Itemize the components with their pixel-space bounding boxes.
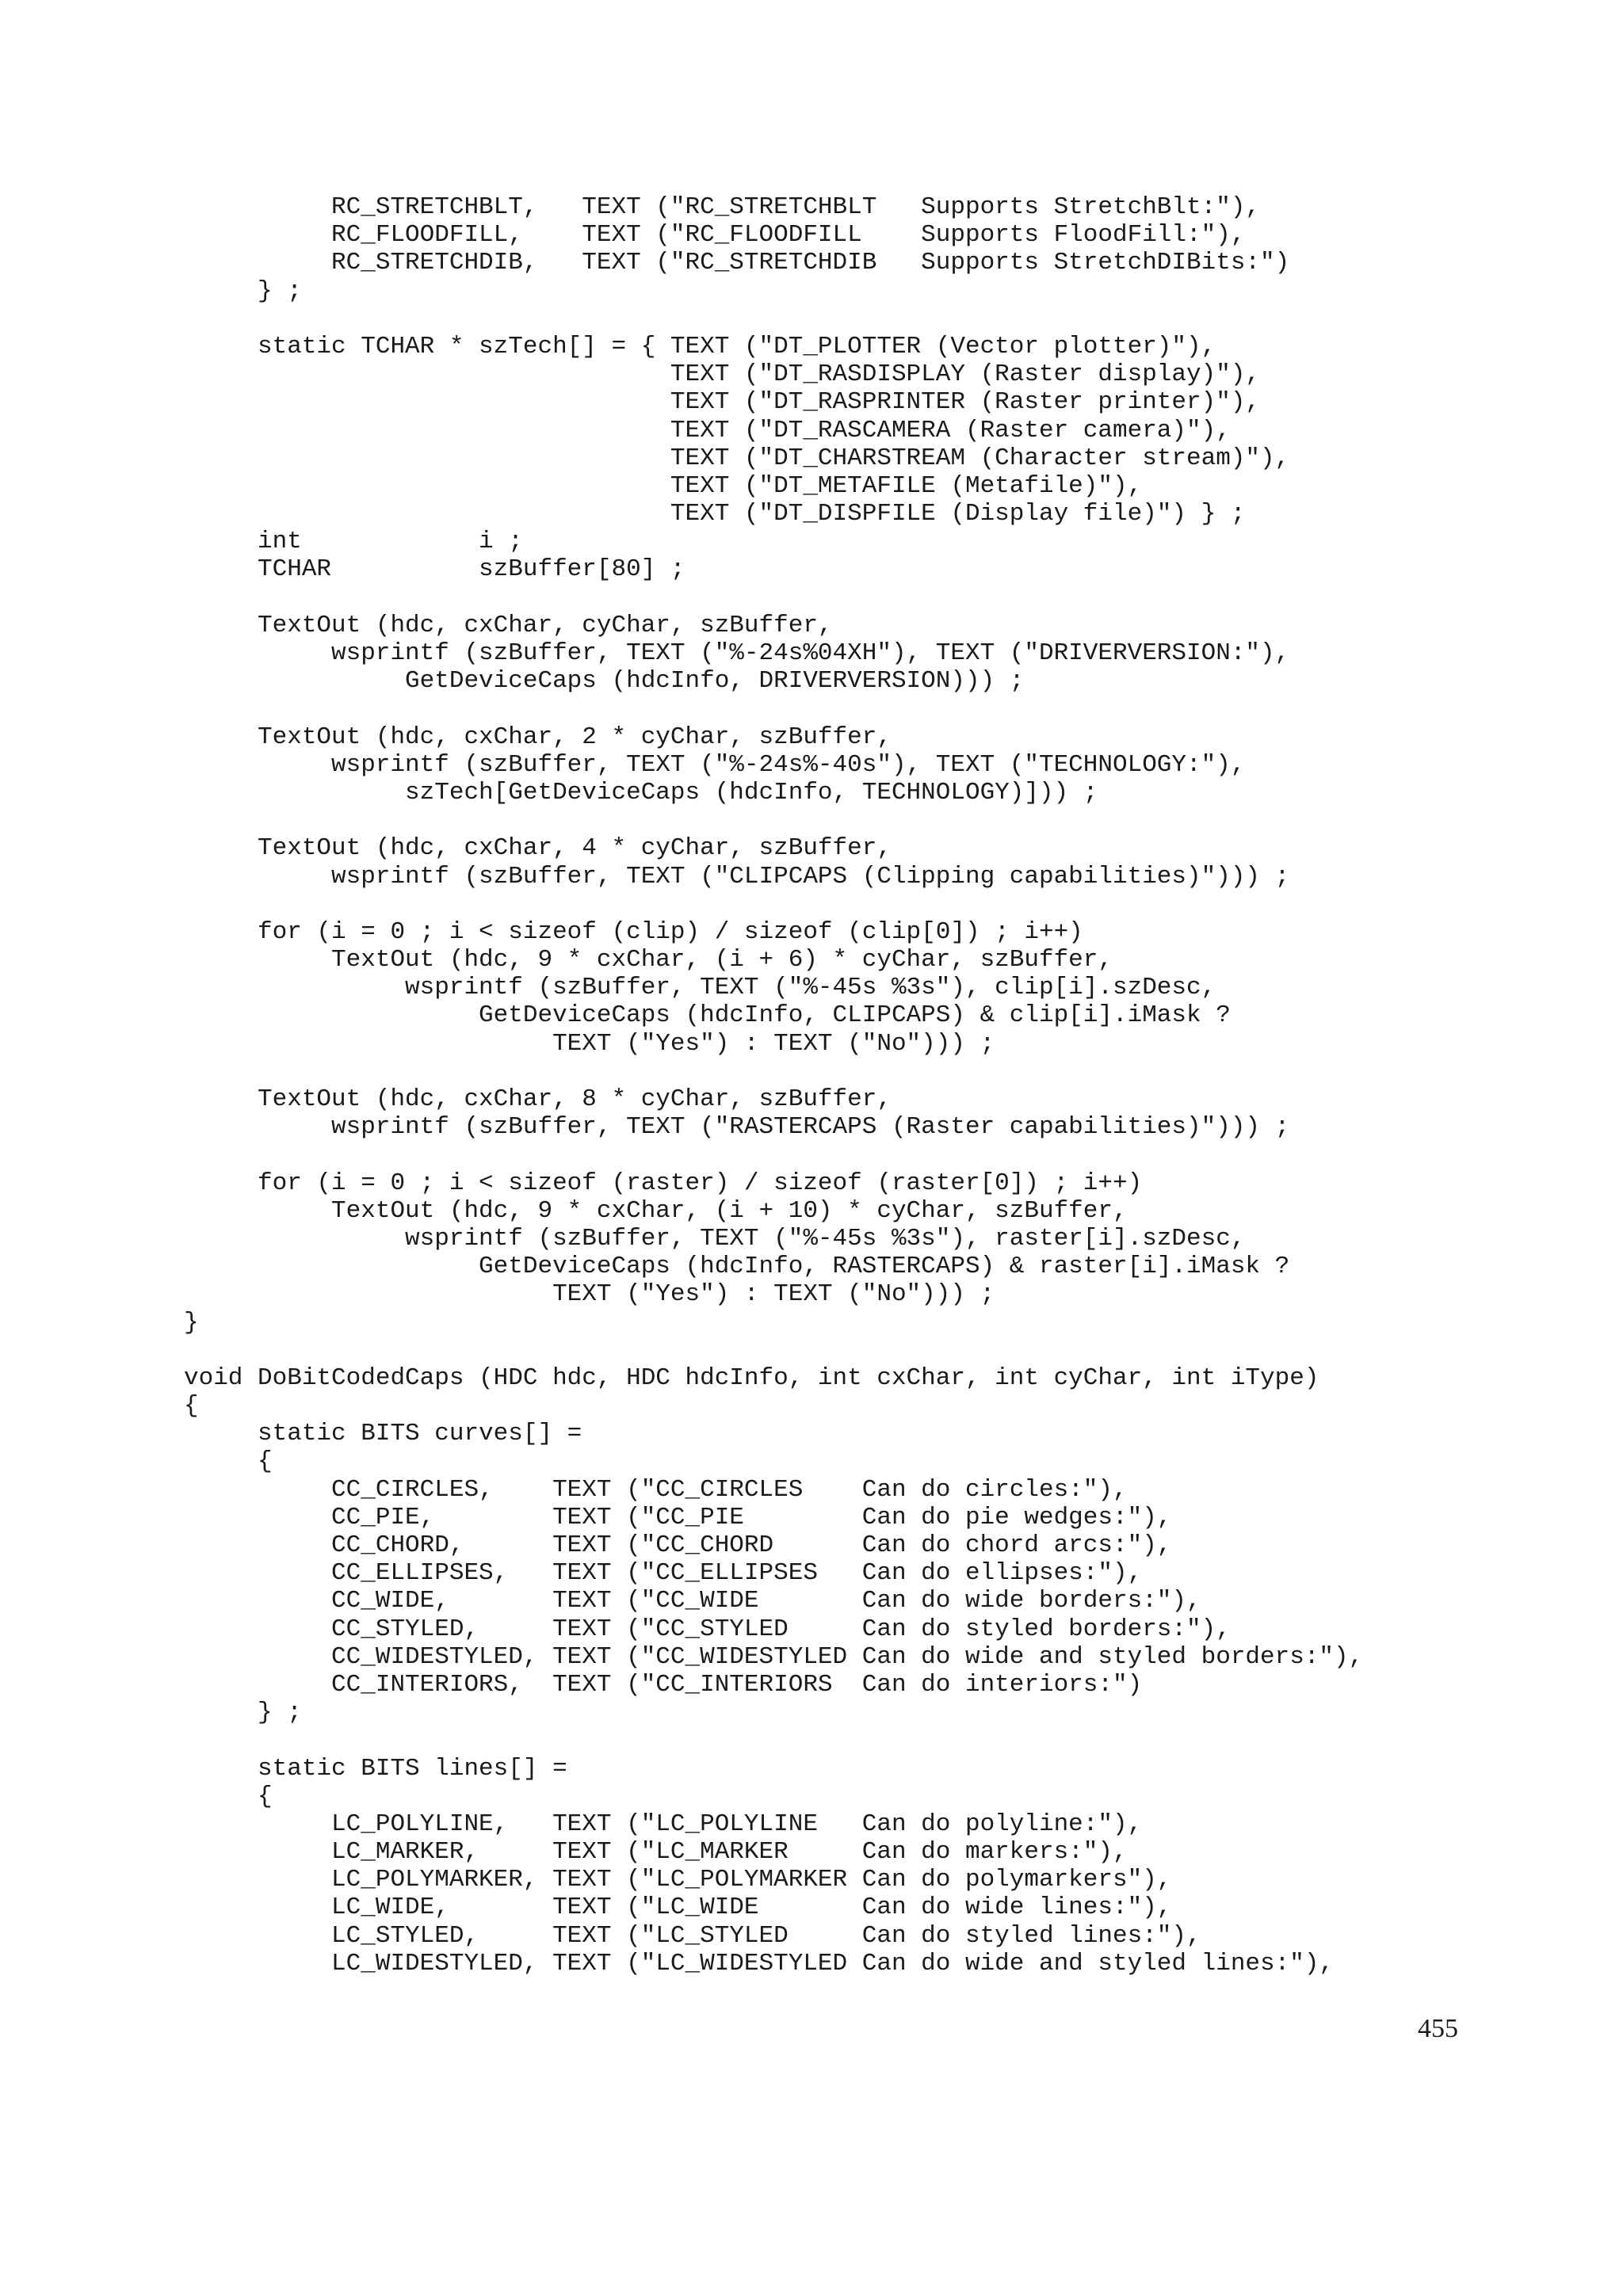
code-line: LC_WIDESTYLED, TEXT ("LC_WIDESTYLED Can do wide and styled lines:"), [184,1949,1335,1978]
code-line [184,695,1363,723]
code-line: GetDeviceCaps (hdcInfo, DRIVERVERSION))) ; [184,667,1025,696]
code-line: TEXT ("DT_RASCAMERA (Raster camera)"), [184,416,1231,444]
code-line [184,1337,1363,1364]
code-line: TextOut (hdc, 9 * cxChar, (i + 10) * cyChar, szBuffer, [184,1196,1128,1225]
code-line: TEXT ("DT_CHARSTREAM (Character stream)"), [184,444,1290,472]
code-line: LC_WIDE, TEXT ("LC_WIDE Can do wide lines:"), [184,1894,1172,1922]
code-line: wsprintf (szBuffer, TEXT ("%-24s%-40s"), TEXT ("TECHNOLOGY:"), [184,750,1246,779]
code-line: } [184,1308,199,1337]
code-line: RC_STRETCHDIB, TEXT ("RC_STRETCHDIB Supports StretchDIBits:") [184,249,1290,277]
code-line: LC_POLYLINE, TEXT ("LC_POLYLINE Can do polyline:"), [184,1810,1143,1838]
code-line: szTech[GetDeviceCaps (hdcInfo, TECHNOLOGY)])) ; [184,778,1098,807]
code-line: CC_CIRCLES, TEXT ("CC_CIRCLES Can do circles:"), [184,1475,1128,1504]
code-line: TextOut (hdc, cxChar, cyChar, szBuffer, [184,611,833,639]
code-line: TEXT ("DT_RASDISPLAY (Raster display)"), [184,360,1261,389]
code-line: static TCHAR * szTech[] = { TEXT ("DT_PLOTTER (Vector plotter)"), [184,332,1216,360]
code-line: wsprintf (szBuffer, TEXT ("%-45s %3s"), raster[i].szDesc, [184,1224,1246,1253]
code-line: { [184,1392,199,1421]
code-line: wsprintf (szBuffer, TEXT ("CLIPCAPS (Clipping capabilities)"))) ; [184,862,1290,891]
code-line [184,305,1363,333]
code-line: for (i = 0 ; i < sizeof (clip) / sizeof (clip[0]) ; i++) [184,917,1083,946]
code-line: RC_STRETCHBLT, TEXT ("RC_STRETCHBLT Supports StretchBlt:"), [184,193,1261,221]
code-line [184,584,1363,612]
code-line: } ; [184,1699,302,1727]
code-line: CC_STYLED, TEXT ("CC_STYLED Can do styled borders:"), [184,1615,1231,1643]
code-line: TEXT ("Yes") : TEXT ("No"))) ; [184,1029,995,1058]
code-line: CC_CHORD, TEXT ("CC_CHORD Can do chord arcs:"), [184,1531,1172,1559]
code-line: LC_POLYMARKER, TEXT ("LC_POLYMARKER Can do polymarkers"), [184,1866,1172,1894]
code-line: RC_FLOODFILL, TEXT ("RC_FLOODFILL Supports FloodFill:"), [184,221,1246,250]
code-line: CC_WIDE, TEXT ("CC_WIDE Can do wide borders:"), [184,1587,1201,1615]
code-line: wsprintf (szBuffer, TEXT ("RASTERCAPS (Raster capabilities)"))) ; [184,1113,1290,1142]
code-line: wsprintf (szBuffer, TEXT ("%-45s %3s"), clip[i].szDesc, [184,974,1216,1002]
code-line: void DoBitCodedCaps (HDC hdc, HDC hdcInfo, int cxChar, int cyChar, int iType) [184,1363,1319,1392]
code-line: { [184,1447,273,1476]
code-line: CC_INTERIORS, TEXT ("CC_INTERIORS Can do interiors:") [184,1670,1143,1699]
code-line: TextOut (hdc, cxChar, 8 * cyChar, szBuffer, [184,1085,892,1113]
code-line [184,891,1363,918]
code-line: TEXT ("DT_DISPFILE (Display file)") } ; [184,500,1246,528]
code-line: for (i = 0 ; i < sizeof (raster) / sizeof (raster[0]) ; i++) [184,1169,1143,1197]
code-line: } ; [184,277,302,305]
code-line: wsprintf (szBuffer, TEXT ("%-24s%04XH"), TEXT ("DRIVERVERSION:"), [184,639,1290,667]
code-line: int i ; [184,528,523,556]
code-listing [184,193,1363,1978]
code-line: CC_PIE, TEXT ("CC_PIE Can do pie wedges:"), [184,1503,1172,1531]
code-line: static BITS curves[] = [184,1420,582,1448]
code-line: TEXT ("Yes") : TEXT ("No"))) ; [184,1280,995,1309]
code-line: TextOut (hdc, 9 * cxChar, (i + 6) * cyChar, szBuffer, [184,946,1113,974]
code-line: LC_STYLED, TEXT ("LC_STYLED Can do styled lines:"), [184,1921,1201,1950]
code-line: TEXT ("DT_RASPRINTER (Raster printer)"), [184,388,1261,417]
code-line: TCHAR szBuffer[80] ; [184,555,685,584]
code-line: GetDeviceCaps (hdcInfo, CLIPCAPS) & clip[i].iMask ? [184,1001,1231,1030]
code-line [184,1058,1363,1085]
code-line: TEXT ("DT_METAFILE (Metafile)"), [184,471,1143,500]
code-line [184,1726,1363,1754]
code-line: { [184,1782,273,1810]
code-line: static BITS lines[] = [184,1754,567,1783]
page-number: 455 [1418,2014,1458,2043]
code-line: CC_ELLIPSES, TEXT ("CC_ELLIPSES Can do ellipses:"), [184,1559,1143,1588]
code-line: CC_WIDESTYLED, TEXT ("CC_WIDESTYLED Can do wide and styled borders:"), [184,1642,1364,1671]
code-line: TextOut (hdc, cxChar, 4 * cyChar, szBuffer, [184,834,892,863]
code-line [184,1141,1363,1169]
code-line: TextOut (hdc, cxChar, 2 * cyChar, szBuffer, [184,723,892,751]
code-line: LC_MARKER, TEXT ("LC_MARKER Can do markers:"), [184,1838,1128,1867]
code-line [184,807,1363,834]
code-line: GetDeviceCaps (hdcInfo, RASTERCAPS) & raster[i].iMask ? [184,1253,1290,1281]
